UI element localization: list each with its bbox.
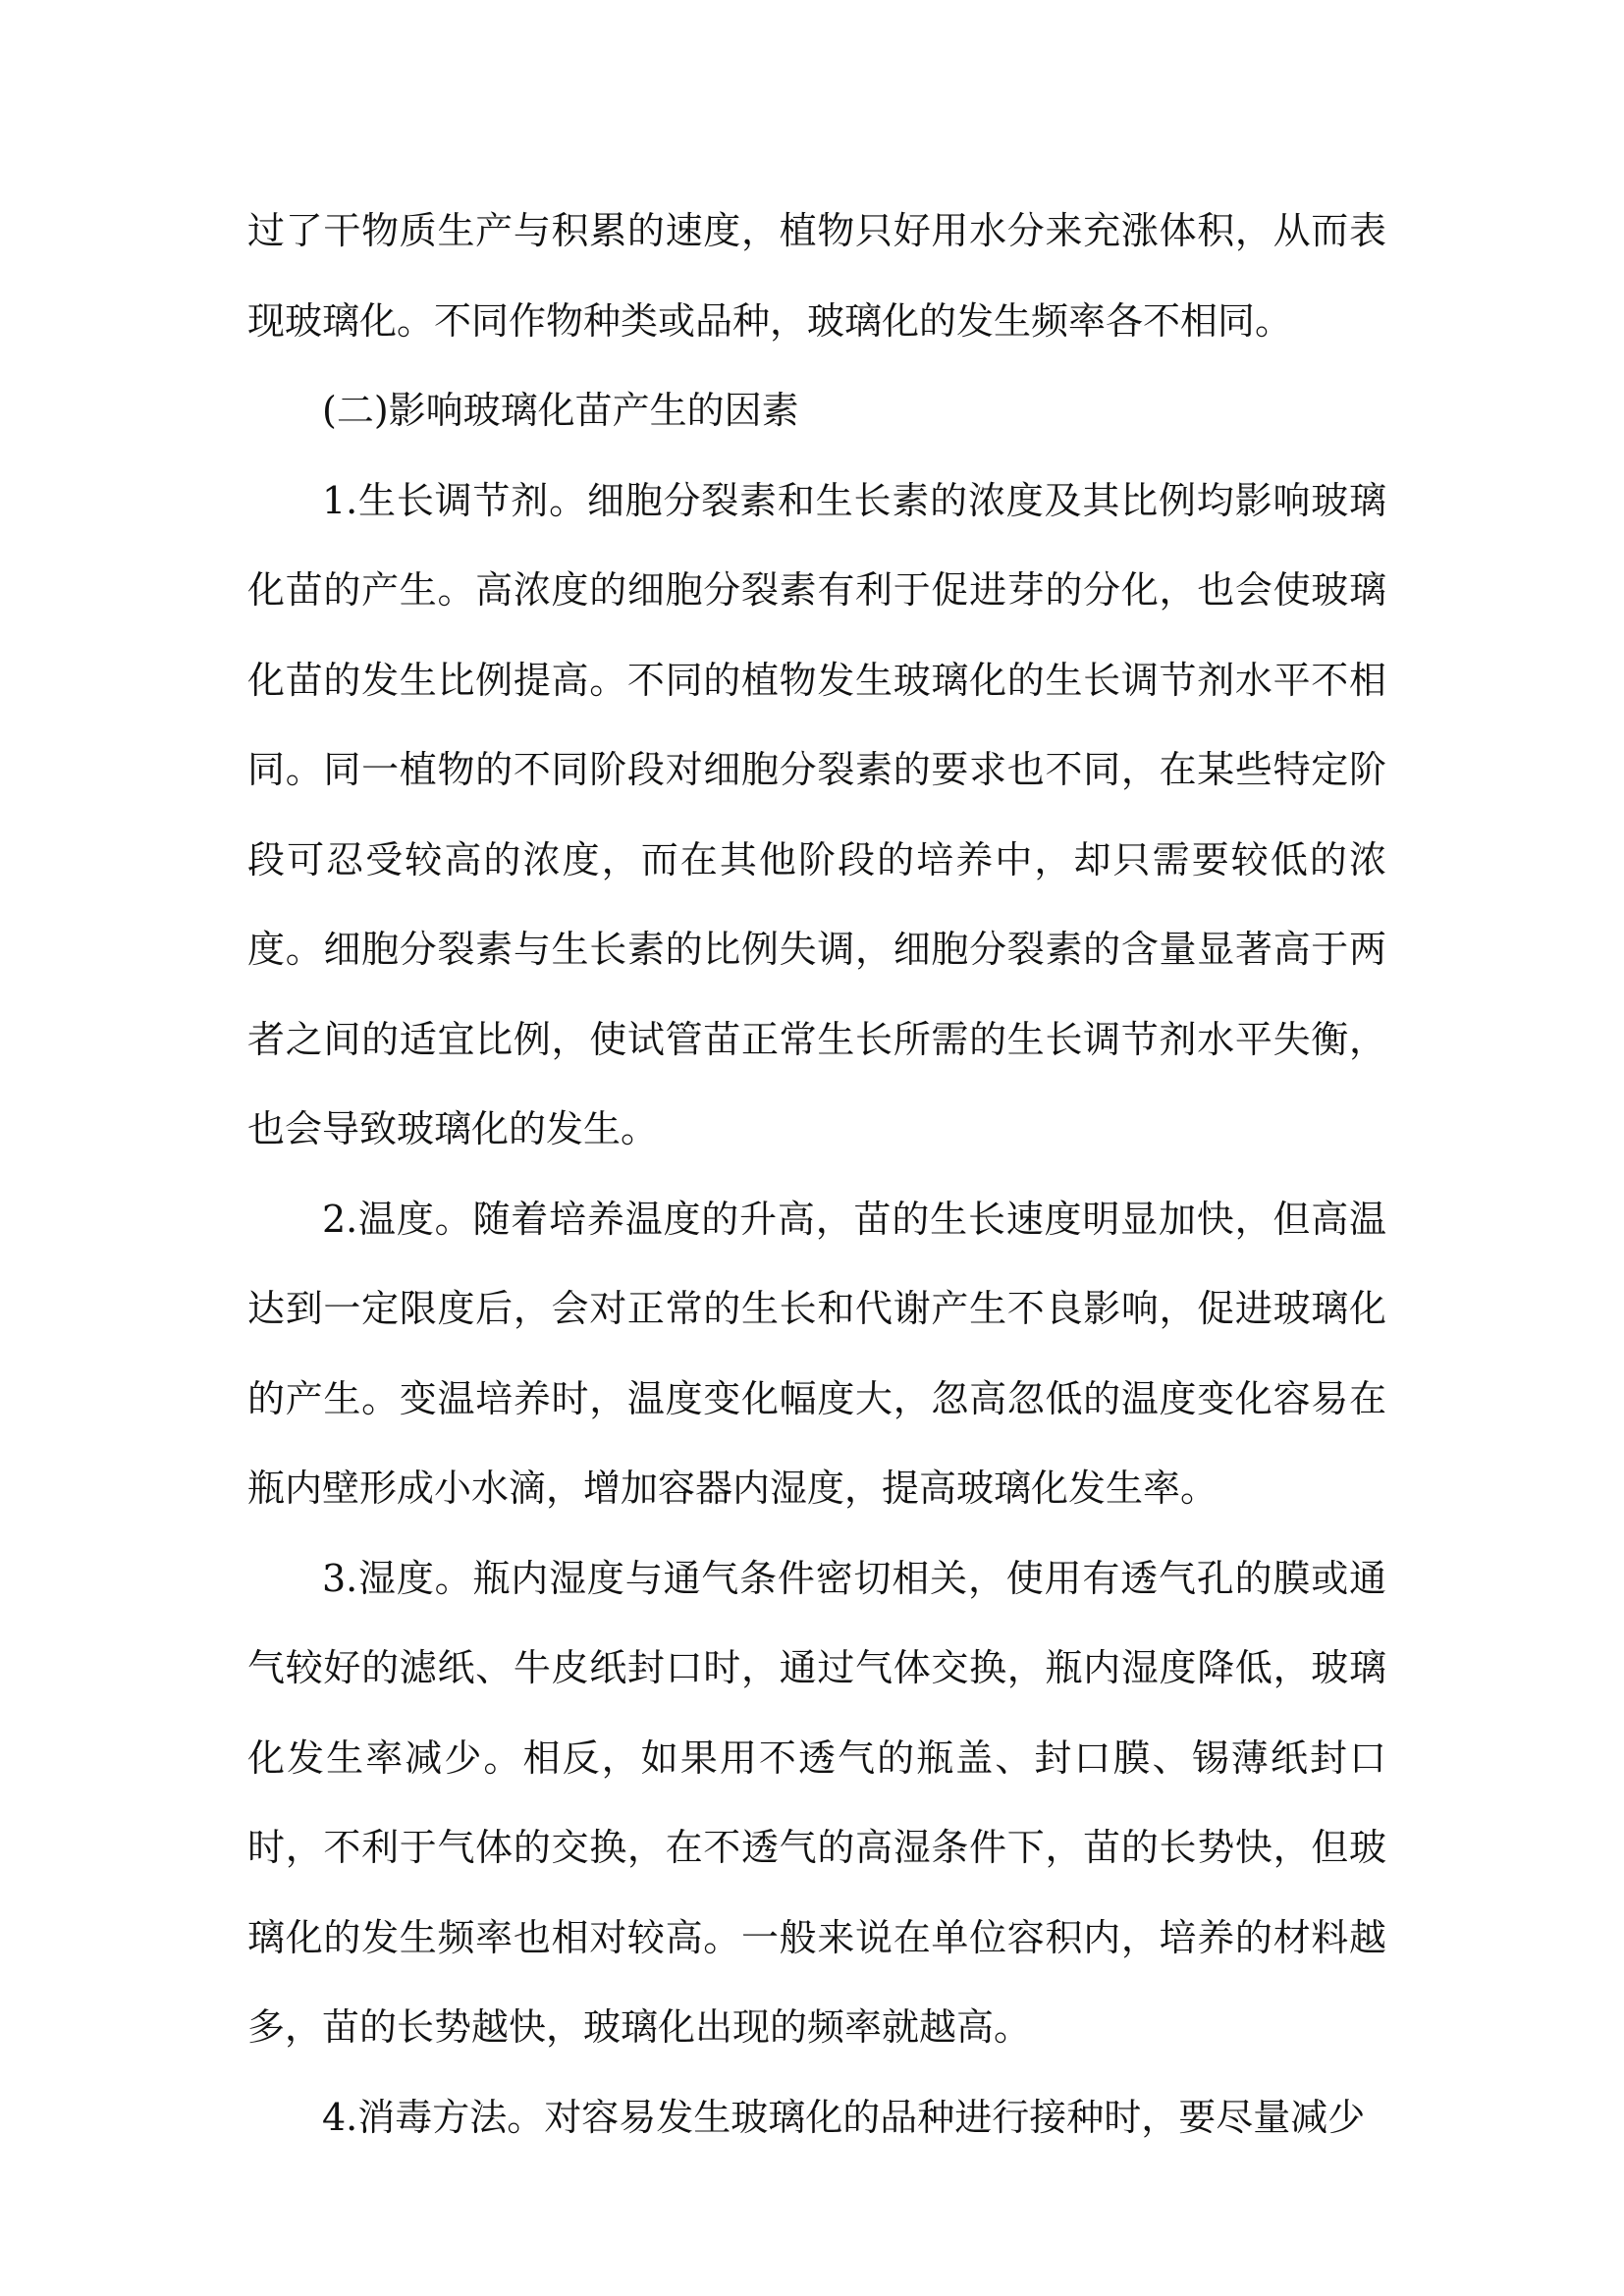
- paragraph-humidity: 3.湿度。瓶内湿度与通气条件密切相关，使用有透气孔的膜或通气较好的滤纸、牛皮纸封口时，通过气体交换，瓶内湿度降低，玻璃化发生率减少。相反，如果用不透气的瓶盖、封口膜、锡薄纸封口时，不利于气体的交换，在不透气的高湿条件下，苗的长势快，但玻璃化的发生频率也相对较高。一般来说在单位容积内，培养的材料越多，苗的长势越快，玻璃化出现的频率就越高。: [247, 1556, 1386, 2049]
- section-heading: (二)影响玻璃化苗产生的因素: [322, 389, 799, 432]
- paragraph-growth-regulator: 1.生长调节剂。细胞分裂素和生长素的浓度及其比例均影响玻璃化苗的产生。高浓度的细胞分裂素有利于促进芽的分化，也会使玻璃化苗的发生比例提高。不同的植物发生玻璃化的生长调节剂水平不相同。同一植物的不同阶段对细胞分裂素的要求也不同，在某些特定阶段可忍受较高的浓度，而在其他阶段的培养中，却只需要较低的浓度。细胞分裂素与生长素的比例失调，细胞分裂素的含量显著高于两者之间的适宜比例，使试管苗正常生长所需的生长调节剂水平失衡，也会导致玻璃化的发生。: [247, 478, 1386, 1150]
- paragraph-disinfection: 4.消毒方法。对容易发生玻璃化的品种进行接种时，要尽量减少: [322, 2095, 1366, 2139]
- body-text: [247, 187, 1386, 2163]
- paragraph-continued: 过了干物质生产与积累的速度，植物只好用水分来充涨体积，从而表现玻璃化。不同作物种类或品种，玻璃化的发生频率各不相同。: [247, 209, 1386, 343]
- paragraph-temperature: 2.温度。随着培养温度的升高，苗的生长速度明显加快，但高温达到一定限度后，会对正常的生长和代谢产生不良影响，促进玻璃化的产生。变温培养时，温度变化幅度大，忽高忽低的温度变化容易在瓶内壁形成小水滴，增加容器内湿度，提高玻璃化发生率。: [247, 1197, 1386, 1510]
